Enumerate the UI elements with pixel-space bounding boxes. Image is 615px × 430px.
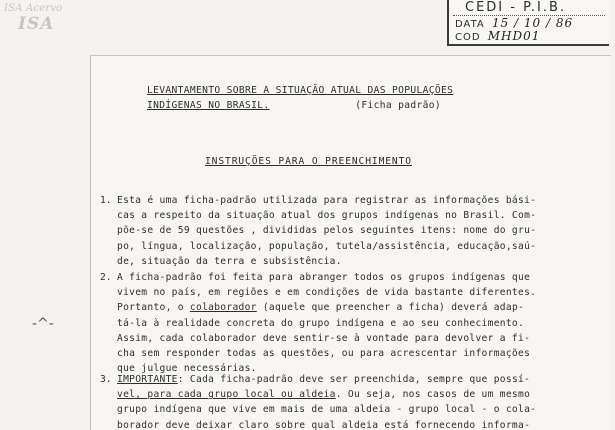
archive-logo-line1: ISA Acervo bbox=[4, 3, 63, 14]
text-line: cha sem responder todas as questões, ou para acrescentar informações bbox=[117, 348, 531, 360]
text-line: . Ou seja, nos casos de um mesmo bbox=[335, 389, 531, 401]
text-line: grupo indígena que vive em mais de uma aldeia - grupo local - o cola- bbox=[117, 404, 537, 416]
text-line: Assim, cada colaborador deve sentir-se à vontade para devolver a fi- bbox=[117, 332, 531, 344]
instruction-number: 1. bbox=[100, 195, 112, 206]
stamp-code-value: MHD01 bbox=[487, 29, 541, 43]
instruction-number: 3. bbox=[100, 374, 112, 385]
stamp-code-label: COD bbox=[455, 32, 481, 43]
text-line-underlined: vel, para cada grupo local ou aldeia bbox=[117, 389, 336, 401]
text-line: po, língua, localização, população, tutela/assistência, educação,saú- bbox=[117, 240, 537, 252]
text-line: tá-la à realidade concreta do grupo indígena e ao seu conhecimento. bbox=[117, 317, 525, 329]
text-line: vivem no país, em regiões e em condições de vida bastante diferentes. bbox=[117, 287, 537, 299]
stamp-date-value: 15 / 10 / 86 bbox=[491, 16, 574, 30]
instruction-text bbox=[117, 193, 536, 269]
instruction-number: 2. bbox=[100, 272, 112, 283]
stamp-date-row bbox=[455, 16, 573, 30]
text-line: borador deve deixar claro sobre qual aldeia está fornecendo informa- bbox=[117, 419, 531, 430]
collaborator-term: colaborador bbox=[189, 302, 257, 314]
text-line: A ficha-padrão foi feita para abranger todos os grupos indígenas que bbox=[117, 272, 531, 283]
instruction-text bbox=[117, 372, 536, 430]
title-form-type: (Ficha padrão) bbox=[355, 100, 442, 112]
instructions-heading-text: INSTRUÇÕES PARA O PREENCHIMENTO bbox=[205, 156, 412, 167]
document-title bbox=[147, 83, 453, 113]
title-line1: LEVANTAMENTO SOBRE A SITUAÇÃO ATUAL DAS POPULAÇÕES bbox=[147, 85, 454, 96]
instruction-text bbox=[117, 270, 536, 376]
text-line: que julgue necessárias. bbox=[117, 363, 257, 375]
text-line: Esta é uma ficha-padrão utilizada para registrar as informações bási- bbox=[117, 195, 537, 206]
archive-logo-line2: ISA bbox=[18, 14, 55, 34]
margin-pencil-mark: -^- bbox=[32, 316, 54, 332]
text-line: : Cada ficha-padrão deve ser preenchida, sempre que possí- bbox=[177, 374, 531, 385]
text-line: cas a respeito da situação atual dos grupos indígenas no Brasil. Com- bbox=[117, 210, 537, 222]
stamp-code-row bbox=[455, 29, 540, 43]
stamp-title: CEDI - P.I.B. bbox=[465, 0, 567, 15]
archive-stamp bbox=[447, 0, 609, 46]
text-line: de, situação da terra e subsistência. bbox=[117, 255, 342, 267]
text-line: (aquele que preencher a ficha) deverá adap- bbox=[256, 302, 525, 314]
important-label: IMPORTANTE bbox=[117, 374, 178, 385]
text-line: põe-se de 59 questões , divididas pelos seguintes itens: nome do gru- bbox=[117, 225, 537, 237]
stamp-date-label: DATA bbox=[455, 19, 485, 30]
text-line: Portanto, o bbox=[117, 302, 190, 314]
archive-logo bbox=[4, 3, 74, 35]
instructions-heading bbox=[205, 154, 412, 169]
title-line2: INDÍGENAS NO BRASIL. bbox=[147, 100, 270, 112]
